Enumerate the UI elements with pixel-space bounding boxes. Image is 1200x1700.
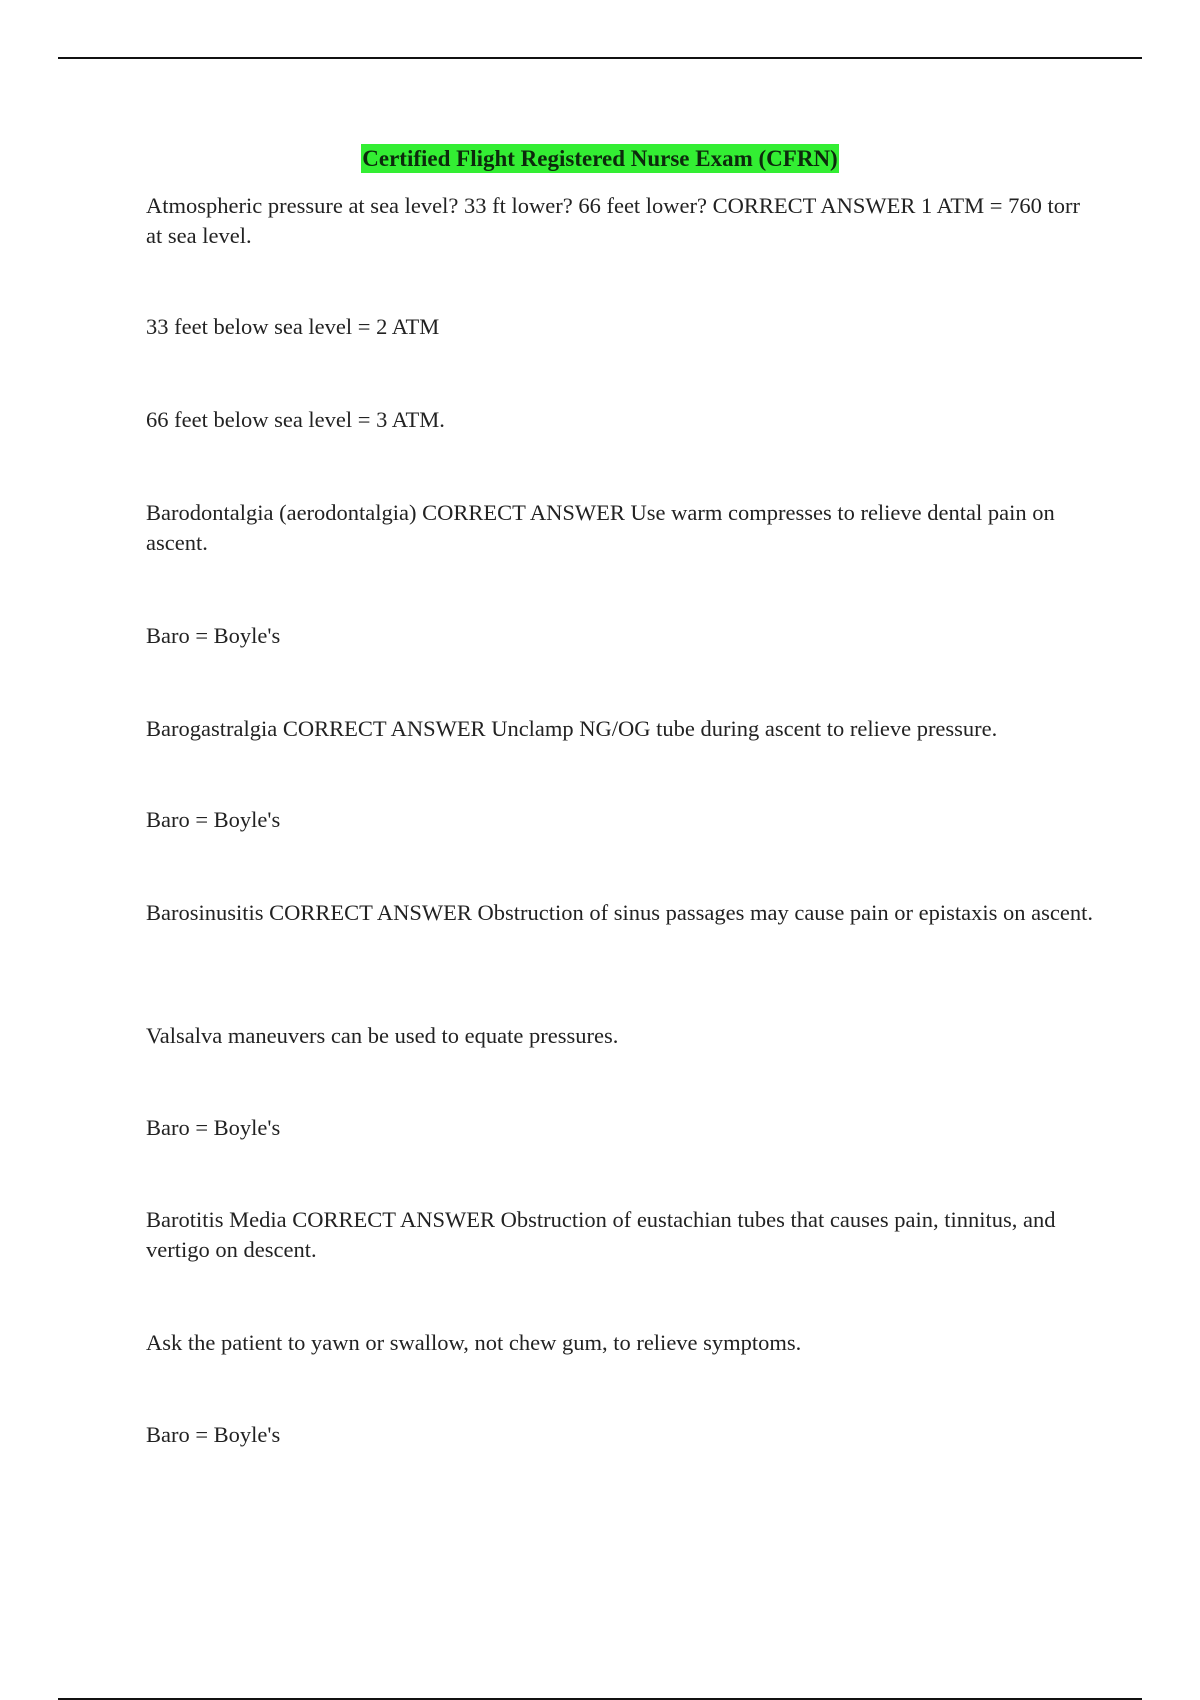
paragraph-barodontalgia: Barodontalgia (aerodontalgia) CORRECT ANSWER Use warm compresses to relieve dental pain on ascent.: [146, 500, 1055, 555]
paragraph-valsalva: Valsalva maneuvers can be used to equate pressures.: [146, 1023, 619, 1048]
paragraph-yawn-swallow: Ask the patient to yawn or swallow, not chew gum, to relieve symptoms.: [146, 1330, 802, 1355]
paragraph-66-feet: 66 feet below sea level = 3 ATM.: [146, 407, 445, 432]
paragraph-baro-boyles-4: Baro = Boyle's: [146, 1422, 281, 1447]
paragraph-barogastralgia: Barogastralgia CORRECT ANSWER Unclamp NG/OG tube during ascent to relieve pressure.: [146, 716, 998, 741]
paragraph-atmospheric-pressure: Atmospheric pressure at sea level? 33 ft lower? 66 feet lower? CORRECT ANSWER 1 ATM = 760 torr at sea level.: [146, 193, 1080, 248]
paragraph-barosinusitis: Barosinusitis CORRECT ANSWER Obstruction of sinus passages may cause pain or epistaxis on ascent.: [146, 900, 1093, 925]
title-container: [0, 144, 1200, 173]
paragraph-barotitis-media: Barotitis Media CORRECT ANSWER Obstruction of eustachian tubes that causes pain, tinnitus, and vertigo on descent.: [146, 1207, 1056, 1262]
paragraph-baro-boyles-1: Baro = Boyle's: [146, 623, 281, 648]
document-title: Certified Flight Registered Nurse Exam (CFRN): [362, 146, 838, 171]
paragraph-baro-boyles-3: Baro = Boyle's: [146, 1115, 281, 1140]
paragraph-baro-boyles-2: Baro = Boyle's: [146, 807, 281, 832]
paragraph-33-feet: 33 feet below sea level = 2 ATM: [146, 314, 440, 339]
header-divider: [58, 57, 1142, 59]
